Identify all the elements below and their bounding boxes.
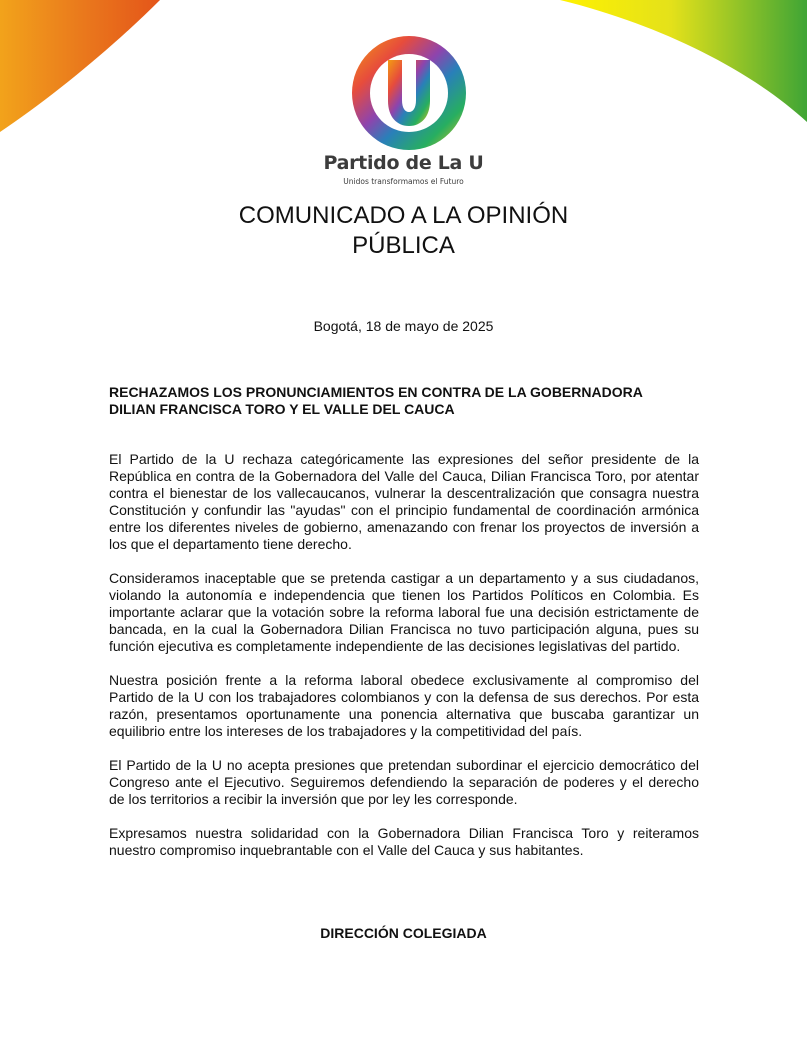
document-title bbox=[0, 201, 807, 261]
party-logo-icon bbox=[350, 34, 468, 152]
headline bbox=[109, 384, 699, 418]
brand-name: Partido de La U bbox=[323, 152, 484, 174]
brand-slogan: Unidos transformamos el Futuro bbox=[343, 177, 464, 186]
headline-line: DILIAN FRANCISCA TORO Y EL VALLE DEL CAUCA bbox=[109, 401, 455, 417]
paragraph: Nuestra posición frente a la reforma laboral obedece exclusivamente al compromiso del Partido de la U con los trabajadores colombianos y con la defensa de sus derechos. Por esta razón, presentamos oportunamente una ponencia alternativa que buscaba garantizar un equilibrio entre los intereses de los trabajadores y la competitividad del país. bbox=[109, 672, 699, 739]
paragraph: El Partido de la U rechaza categóricamente las expresiones del señor presidente de la República en contra de la Gobernadora del Valle del Cauca, Dilian Francisca Toro, por atentar contra el bienestar de los vallecaucanos, vulnerar la descentralización que consagra nuestra Constitución y confundir las "ayudas" con el principio fundamental de coordinación armónica entre los diferentes niveles de gobierno, amenazando con frenar los proyectos de inversión a los que el departamento tiene derecho. bbox=[109, 451, 699, 552]
headline-line: RECHAZAMOS LOS PRONUNCIAMIENTOS EN CONTRA DE LA GOBERNADORA bbox=[109, 384, 643, 400]
signature: DIRECCIÓN COLEGIADA bbox=[320, 925, 487, 941]
paragraph: El Partido de la U no acepta presiones que pretendan subordinar el ejercicio democrático del Congreso ante el Ejecutivo. Seguiremos defendiendo la separación de poderes y el derecho de los territorios a recibir la inversión que por ley les corresponde. bbox=[109, 757, 699, 807]
corner-swoosh-left-icon bbox=[0, 0, 160, 132]
paragraph: Expresamos nuestra solidaridad con la Gobernadora Dilian Francisca Toro y reiteramos nuestro compromiso inquebrantable con el Valle del Cauca y sus habitantes. bbox=[109, 825, 699, 858]
document-date: Bogotá, 18 de mayo de 2025 bbox=[313, 318, 494, 334]
body-text bbox=[109, 451, 699, 876]
title-line: COMUNICADO A LA OPINIÓN bbox=[238, 202, 569, 229]
corner-swoosh-right-icon bbox=[560, 0, 807, 122]
title-line: PÚBLICA bbox=[352, 232, 455, 259]
paragraph: Consideramos inaceptable que se pretenda castigar a un departamento y a sus ciudadanos, violando la autonomía e independencia que tienen los Partidos Políticos en Colombia. Es importante aclarar que la votación sobre la reforma laboral fue una decisión estrictamente de bancada, en la cual la Gobernadora Dilian Francisca no tuvo participación alguna, pues su función ejecutiva es completamente independiente de las decisiones legislativas del partido. bbox=[109, 570, 699, 654]
